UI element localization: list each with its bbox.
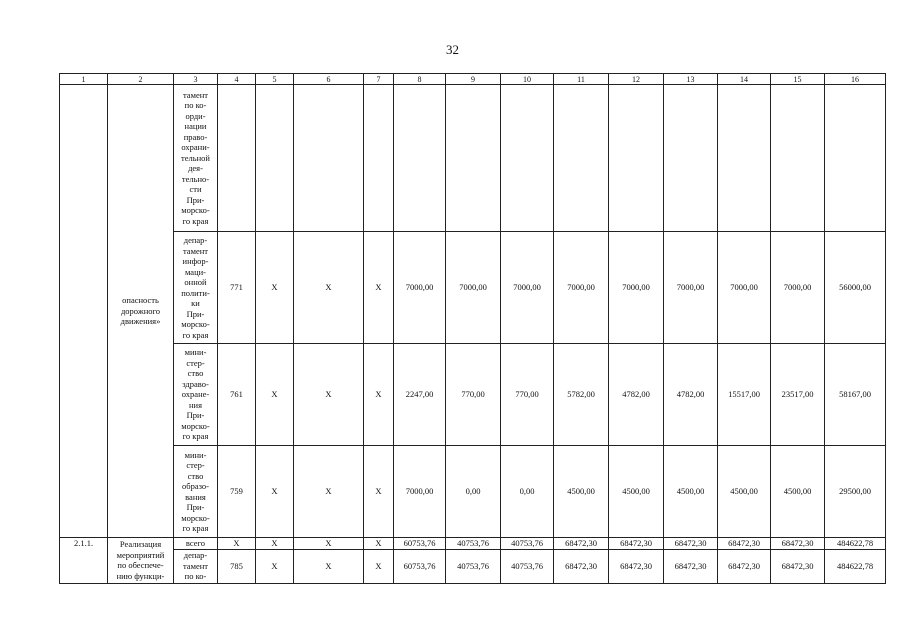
amount-cell: 770,00 — [446, 344, 501, 446]
header-cell: 8 — [394, 74, 446, 85]
empty-cell — [364, 85, 394, 232]
table-row — [60, 549, 886, 583]
amount-cell: 7000,00 — [554, 232, 609, 344]
text-line: тамент — [182, 245, 208, 256]
text-line: мини- — [184, 449, 207, 460]
table-cell: X — [364, 446, 394, 538]
header-cell: 15 — [771, 74, 825, 85]
header-cell: 9 — [446, 74, 501, 85]
page-number: 32 — [446, 42, 459, 57]
amount-cell: 7000,00 — [771, 232, 825, 344]
table-cell: X — [364, 538, 394, 550]
measure-name-cell — [108, 538, 174, 584]
table-cell: X — [364, 232, 394, 344]
header-cell: 1 — [60, 74, 108, 85]
amount-cell: 7000,00 — [501, 232, 554, 344]
amount-cell: 68472,30 — [771, 538, 825, 550]
empty-cell — [394, 85, 446, 232]
empty-cell — [554, 85, 609, 232]
text-line: При- — [186, 194, 205, 205]
text-line: сти — [189, 184, 202, 195]
text-line: стер- — [186, 460, 205, 470]
agency-cell: всего — [174, 538, 218, 550]
header-cell: 13 — [664, 74, 718, 85]
agency-cell — [174, 232, 218, 344]
empty-cell — [501, 85, 554, 232]
text-line: го края — [182, 431, 209, 442]
header-cell: 10 — [501, 74, 554, 85]
text-line: по ко- — [184, 100, 207, 111]
text-line: маци- — [184, 266, 207, 277]
header-cell: 12 — [609, 74, 664, 85]
grbs-code-cell: 761 — [218, 344, 256, 446]
total-amount-cell: 56000,00 — [825, 232, 886, 344]
header-row — [60, 74, 886, 85]
amount-cell: 7000,00 — [446, 232, 501, 344]
text-line: тельной — [181, 152, 210, 163]
amount-cell: 2247,00 — [394, 344, 446, 446]
amount-cell: 4500,00 — [718, 446, 771, 538]
table-cell: X — [294, 446, 364, 538]
empty-cell — [825, 85, 886, 232]
amount-cell: 7000,00 — [664, 232, 718, 344]
table-cell: X — [364, 549, 394, 583]
agency-cell — [174, 549, 218, 583]
text-line: дорожного — [120, 305, 161, 316]
text-line: мини- — [184, 347, 207, 358]
empty-cell — [664, 85, 718, 232]
text-line: здраво- — [182, 378, 209, 389]
text-line: по обеспече- — [117, 560, 164, 571]
measure-name-cell — [108, 85, 174, 538]
total-amount-cell: 29500,00 — [825, 446, 886, 538]
text-line: го края — [182, 329, 209, 340]
table-row — [60, 232, 886, 344]
empty-cell — [294, 85, 364, 232]
header-cell: 2 — [108, 74, 174, 85]
text-line: При- — [186, 410, 205, 421]
text-line: опасность — [122, 295, 159, 306]
text-line: тамент — [182, 89, 208, 100]
amount-cell: 68472,30 — [609, 549, 664, 583]
row-number-cell: 2.1.1. — [60, 538, 108, 584]
header-cell: 6 — [294, 74, 364, 85]
table-row — [60, 538, 886, 550]
agency-cell — [174, 85, 218, 232]
amount-cell: 7000,00 — [394, 446, 446, 538]
agency-cell — [174, 344, 218, 446]
amount-cell: 60753,76 — [394, 538, 446, 550]
amount-cell: 68472,30 — [664, 549, 718, 583]
amount-cell: 60753,76 — [394, 549, 446, 583]
grbs-code-cell: X — [218, 538, 256, 550]
text-line: морско- — [181, 420, 210, 431]
empty-cell — [718, 85, 771, 232]
amount-cell: 68472,30 — [718, 538, 771, 550]
text-line: движения» — [120, 316, 161, 327]
amount-cell: 68472,30 — [664, 538, 718, 550]
total-amount-cell: 484622,78 — [825, 549, 886, 583]
empty-cell — [256, 85, 294, 232]
text-line: онной — [184, 277, 207, 287]
text-line: ния — [188, 399, 202, 410]
amount-cell: 7000,00 — [718, 232, 771, 344]
budget-table — [59, 73, 886, 584]
text-line: дея- — [188, 163, 203, 174]
text-line: охрани- — [181, 142, 210, 153]
amount-cell: 7000,00 — [394, 232, 446, 344]
text-line: тамент — [182, 560, 208, 571]
table-cell: X — [364, 344, 394, 446]
table-cell: X — [256, 446, 294, 538]
empty-cell — [446, 85, 501, 232]
amount-cell: 4782,00 — [609, 344, 664, 446]
amount-cell: 40753,76 — [446, 538, 501, 550]
header-cell: 7 — [364, 74, 394, 85]
text-line: право- — [183, 131, 208, 142]
text-line: нации — [184, 121, 207, 132]
table-cell: X — [256, 549, 294, 583]
grbs-code-cell: 771 — [218, 232, 256, 344]
table-cell: X — [256, 344, 294, 446]
table-cell: X — [294, 538, 364, 550]
text-line: ки — [191, 298, 200, 308]
table-row — [60, 446, 886, 538]
amount-cell: 40753,76 — [501, 538, 554, 550]
total-amount-cell: 58167,00 — [825, 344, 886, 446]
amount-cell: 0,00 — [446, 446, 501, 538]
amount-cell: 4500,00 — [554, 446, 609, 538]
text-line: депар- — [183, 235, 208, 245]
text-line: тельно- — [181, 173, 210, 184]
amount-cell: 770,00 — [501, 344, 554, 446]
amount-cell: 68472,30 — [609, 538, 664, 550]
header-cell: 11 — [554, 74, 609, 85]
amount-cell: 4500,00 — [609, 446, 664, 538]
amount-cell: 7000,00 — [609, 232, 664, 344]
text-line: При- — [186, 308, 205, 319]
text-line: образо- — [182, 481, 209, 491]
header-cell: 4 — [218, 74, 256, 85]
total-amount-cell: 484622,78 — [825, 538, 886, 550]
text-line: мероприятий — [116, 549, 165, 560]
text-line: по ко- — [184, 571, 207, 582]
text-line: орди- — [185, 110, 206, 121]
table-cell: X — [294, 344, 364, 446]
text-line: депар- — [183, 550, 208, 561]
table-row — [60, 85, 886, 232]
empty-cell — [218, 85, 256, 232]
text-line: го края — [182, 215, 209, 226]
amount-cell: 4782,00 — [664, 344, 718, 446]
header-cell: 3 — [174, 74, 218, 85]
table-cell: X — [294, 549, 364, 583]
empty-cell — [771, 85, 825, 232]
text-line: го края — [182, 523, 209, 533]
amount-cell: 68472,30 — [554, 538, 609, 550]
text-line: ство — [187, 368, 204, 379]
row-number-cell — [60, 85, 108, 538]
amount-cell: 68472,30 — [718, 549, 771, 583]
amount-cell: 23517,00 — [771, 344, 825, 446]
header-cell: 16 — [825, 74, 886, 85]
amount-cell: 4500,00 — [771, 446, 825, 538]
text-line: ство — [187, 470, 204, 481]
empty-cell — [609, 85, 664, 232]
grbs-code-cell: 759 — [218, 446, 256, 538]
amount-cell: 4500,00 — [664, 446, 718, 538]
grbs-code-cell: 785 — [218, 549, 256, 583]
text-line: морско- — [181, 512, 210, 523]
text-line: вания — [185, 491, 206, 502]
amount-cell: 68472,30 — [771, 549, 825, 583]
text-line: При- — [186, 502, 205, 512]
text-line: охране- — [181, 389, 210, 400]
amount-cell: 40753,76 — [501, 549, 554, 583]
amount-cell: 5782,00 — [554, 344, 609, 446]
text-line: нию функци- — [116, 570, 165, 581]
text-line: морско- — [181, 205, 210, 216]
header-cell: 5 — [256, 74, 294, 85]
text-line: стер- — [186, 357, 205, 368]
table-cell: X — [256, 538, 294, 550]
amount-cell: 0,00 — [501, 446, 554, 538]
table-cell: X — [256, 232, 294, 344]
table-cell: X — [294, 232, 364, 344]
agency-cell — [174, 446, 218, 538]
text-line: полити- — [181, 287, 210, 298]
amount-cell: 40753,76 — [446, 549, 501, 583]
text-line: инфор- — [182, 256, 209, 266]
table-row — [60, 344, 886, 446]
header-cell: 14 — [718, 74, 771, 85]
text-line: Реализация — [119, 539, 162, 550]
amount-cell: 15517,00 — [718, 344, 771, 446]
amount-cell: 68472,30 — [554, 549, 609, 583]
text-line: морско- — [181, 319, 210, 329]
